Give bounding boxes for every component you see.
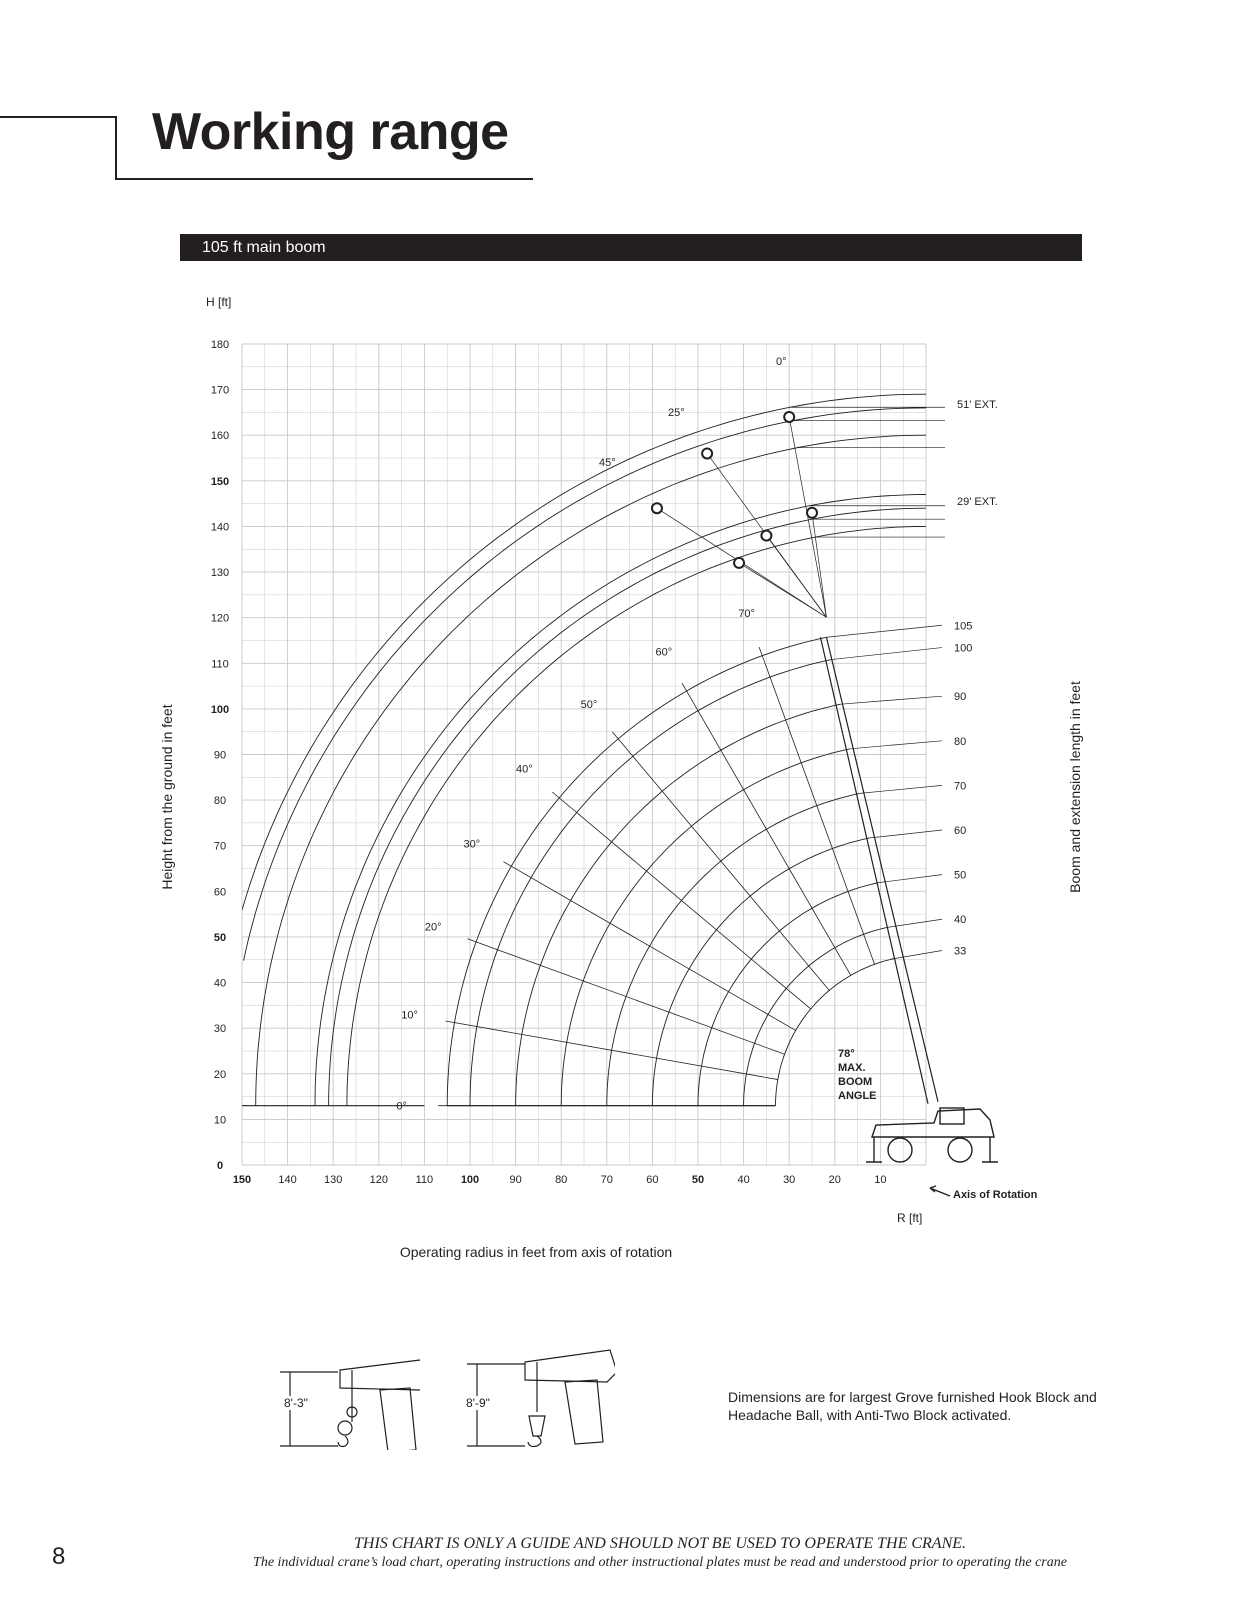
- boom-length-arc: [561, 749, 850, 1106]
- axis-of-rotation-text: Axis of Rotation: [953, 1189, 1038, 1201]
- y-unit-label: H [ft]: [206, 295, 232, 309]
- x-tick-label: 90: [509, 1174, 522, 1186]
- y-tick-label: 100: [210, 703, 230, 716]
- boom-at-max-angle-edge: [820, 637, 928, 1103]
- y-tick-label: 120: [210, 612, 230, 625]
- x-tick-label: 70: [600, 1174, 613, 1186]
- disclaimer: [150, 1535, 1170, 1571]
- max-angle-line-2: MAX.: [838, 1062, 866, 1074]
- disclaimer-line-2: The individual crane’s load chart, operating instructions and other instructional plates must be read and understood prior to operating the crane: [253, 1555, 1067, 1570]
- boom-angle-label: 40°: [515, 763, 533, 776]
- page-title: Working range: [152, 103, 509, 161]
- hook-block-2: [529, 1416, 545, 1436]
- boom-length-label: 50: [954, 869, 967, 882]
- boom-length-label: 90: [954, 691, 967, 704]
- extension-tip-marker: [652, 503, 662, 513]
- boom-length-leader: [860, 785, 942, 793]
- boom-length-arc: [607, 793, 860, 1105]
- x-tick-label: 120: [369, 1174, 388, 1186]
- x-tick-label: 50: [691, 1174, 705, 1186]
- x-tick-label: 130: [324, 1174, 343, 1186]
- extension-tip-marker: [702, 448, 712, 458]
- x-tick-label: 10: [874, 1174, 887, 1186]
- boom-angle-label: 20°: [424, 921, 442, 934]
- offset-leader-line: [766, 536, 826, 618]
- boom-angle-label: 0°: [396, 1100, 407, 1113]
- boom-angle-label: 10°: [401, 1009, 418, 1022]
- boom-angle-line: [552, 792, 810, 1009]
- boom-length-leader: [841, 696, 942, 704]
- boom-angle-label: 60°: [655, 646, 673, 659]
- y-tick-label: 10: [213, 1114, 227, 1127]
- hook-1: [338, 1436, 348, 1447]
- x-tick-label: 40: [737, 1174, 750, 1186]
- offset-label-0: 0°: [776, 356, 787, 368]
- boom-length-label: 70: [954, 780, 967, 793]
- max-angle-line-1: 78°: [838, 1048, 855, 1060]
- hook-block-diagram-alt: [465, 1342, 615, 1447]
- y-axis-title: Height from the ground in feet: [159, 704, 175, 890]
- boom-angle-line: [445, 1021, 777, 1080]
- crane-carrier-body: [872, 1109, 994, 1137]
- y-tick-label: 0: [216, 1160, 224, 1172]
- x-unit-label: R [ft]: [897, 1211, 923, 1225]
- y-tick-label: 160: [210, 430, 230, 443]
- y-tick-label: 80: [213, 795, 227, 808]
- y-tick-label: 130: [210, 567, 230, 580]
- hook-dimension-2: 8'-9": [466, 1396, 490, 1410]
- boom-length-label: 100: [954, 642, 973, 655]
- offset-label-45: 45°: [599, 457, 616, 469]
- offset-leader-line: [812, 513, 826, 617]
- crane-front-wheel: [888, 1138, 912, 1162]
- max-angle-line-4: ANGLE: [838, 1090, 877, 1102]
- dimensions-note: Dimensions are for largest Grove furnished Hook Block and Headache Ball, with Anti-Two Block activated.: [728, 1389, 1097, 1423]
- boom-length-label: 33: [954, 945, 967, 958]
- crane-rear-wheel: [948, 1138, 972, 1162]
- boom-at-max-angle: [826, 637, 938, 1101]
- boom-length-label: 40: [954, 914, 967, 927]
- x-axis-title: Operating radius in feet from axis of rotation: [399, 1244, 673, 1260]
- boom-length-label: 105: [954, 620, 973, 633]
- y-tick-label: 110: [211, 658, 229, 671]
- boom-length-leader: [831, 648, 942, 660]
- x-tick-label: 150: [232, 1174, 252, 1186]
- y-tick-label: 30: [213, 1023, 227, 1036]
- boom-section-2: [565, 1380, 603, 1444]
- chart-envelopes: [242, 394, 945, 1106]
- crane-outrigger-left: [866, 1137, 882, 1162]
- hook-2: [528, 1436, 541, 1447]
- y-tick-label: 90: [213, 749, 227, 762]
- boom-length-leader: [879, 875, 942, 883]
- extension-tip-marker: [734, 558, 744, 568]
- hook-dimension-1: 8'-3": [284, 1396, 308, 1410]
- y-tick-label: 170: [210, 384, 230, 397]
- headache-ball-1: [338, 1421, 352, 1435]
- y-tick-label: 20: [213, 1068, 227, 1081]
- extension-envelope-arc: [329, 508, 926, 1105]
- y-tick-label: 180: [210, 339, 230, 351]
- extension-tip-marker: [807, 508, 817, 518]
- extension-tip-marker: [761, 531, 771, 541]
- crane-outrigger-right: [982, 1137, 998, 1162]
- x-tick-label: 80: [555, 1174, 568, 1186]
- y-tick-label: 70: [213, 840, 227, 853]
- extension-envelope-arc: [347, 526, 926, 1105]
- x-tick-label: 60: [646, 1174, 659, 1186]
- boom-length-leader: [826, 625, 942, 637]
- y-tick-label: 140: [210, 521, 230, 534]
- max-angle-line-3: BOOM: [838, 1076, 873, 1088]
- x-tick-label: 20: [828, 1174, 841, 1186]
- y-tick-label: 60: [213, 886, 227, 899]
- offset-label-25: 25°: [668, 407, 685, 419]
- boom-length-arc: [447, 637, 826, 1105]
- boom-length-label: 80: [954, 735, 967, 748]
- page-number: 8: [52, 1543, 66, 1570]
- boom-angle-label: 70°: [738, 607, 755, 620]
- x-tick-label: 110: [415, 1174, 434, 1186]
- x-tick-label: 140: [278, 1174, 297, 1186]
- boom-head-outline-2: [525, 1350, 615, 1382]
- disclaimer-line-1: THIS CHART IS ONLY A GUIDE AND SHOULD NOT BE USED TO OPERATE THE CRANE.: [353, 1535, 967, 1552]
- extension-tip-markers: [652, 412, 826, 617]
- y-tick-label: 40: [213, 977, 227, 990]
- axis-of-rotation-arrow: [930, 1186, 950, 1196]
- extension-tip-marker: [784, 412, 794, 422]
- boom-length-leader: [850, 741, 942, 749]
- boom-angle-label: 50°: [580, 698, 598, 711]
- chart-grid: [242, 344, 926, 1165]
- x-tick-label: 100: [460, 1174, 480, 1186]
- extension-label-51: 51' EXT.: [957, 399, 998, 411]
- boom-angle-label: 30°: [463, 838, 481, 851]
- axis-of-rotation-label: [953, 1189, 1038, 1201]
- x-tick-label: 30: [783, 1174, 796, 1186]
- y-tick-label: 150: [210, 475, 230, 488]
- y2-axis-title: Boom and extension length in feet: [1067, 681, 1083, 893]
- boom-length-arc: [470, 660, 831, 1106]
- boom-length-label: 60: [954, 825, 967, 838]
- boom-section-1: [380, 1388, 416, 1450]
- extension-label-29: 29' EXT.: [957, 496, 998, 508]
- y-tick-label: 50: [213, 931, 227, 944]
- boom-length-arc: [652, 838, 869, 1106]
- section-header-bar: 105 ft main boom: [180, 234, 1082, 261]
